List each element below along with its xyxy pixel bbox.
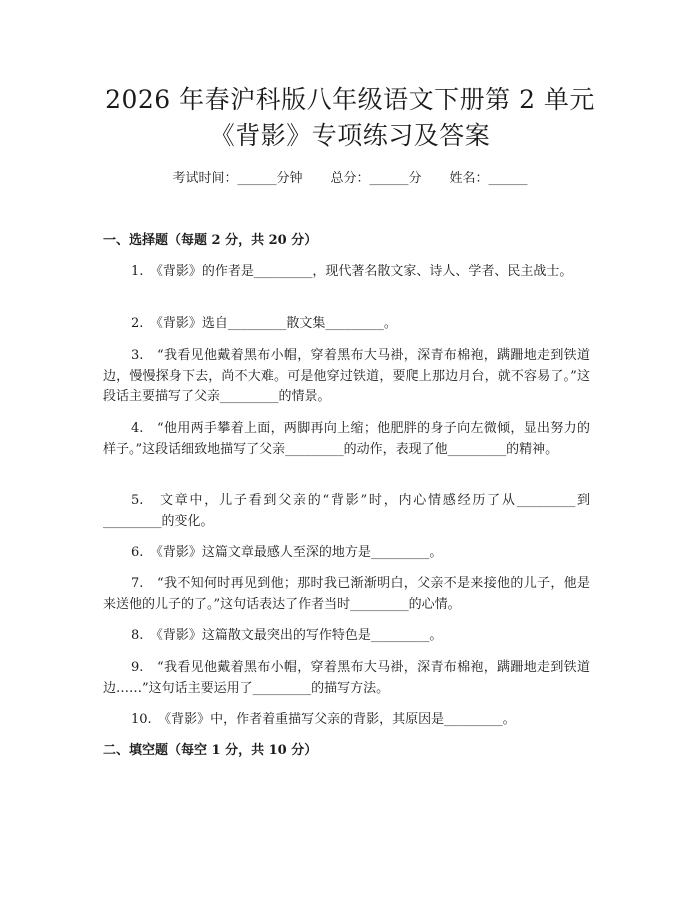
exam-time-field: 考试时间：______分钟 [172,171,303,186]
name-field: 姓名：______ [449,171,528,186]
section-heading-choice: 一、选择题（每题 2 分，共 20 分） [103,233,318,248]
question-10: 10. 《背影》中，作者着重描写父亲的背影，其原因是_________。 [131,712,516,727]
question-4: 4. “他用两手攀着上面，两脚再向上缩；他肥胖的身子向左微倾，显出努力的样子。”这段话细致地描写了父亲_________的动作，表现了他_________的精神。 [103,421,590,457]
page-title-line-2: 《背影》专项练习及答案 [209,121,491,150]
question-3: 3. “我看见他戴着黑布小帽，穿着黑布大马褂，深青布棉袍，蹒跚地走到铁道边，慢慢探身下去，尚不大难。可是他穿过铁道，要爬上那边月台，就不容易了。”这段话主要描写了父亲_________的情景。 [103,348,590,404]
question-9: 9. “我看见他戴着黑布小帽，穿着黑布大马褂，深青布棉袍，蹒跚地走到铁道边……”这句话主要运用了_________的描写方法。 [103,660,590,696]
question-5: 5. 文章中，儿子看到父亲的“背影”时，内心情感经历了从_________到_________的变化。 [103,493,590,529]
exam-meta [0,170,700,188]
total-score-field: 总分：______分 [330,171,422,186]
question-6: 6. 《背影》这篇文章最感人至深的地方是_________。 [131,545,443,560]
page-title-line-1: 2026 年春沪科版八年级语文下册第 2 单元 [105,85,595,114]
question-7: 7. “我不知何时再见到他；那时我已渐渐明白，父亲不是来接他的儿子，他是来送他的儿子的了。”这句话表达了作者当时_________的心情。 [103,576,590,612]
question-1: 1. 《背影》的作者是_________，现代著名散文家、诗人、学者、民主战士。 [131,264,573,279]
question-8: 8. 《背影》这篇散文最突出的写作特色是_________。 [131,628,443,643]
section-heading-fill-in: 二、填空题（每空 1 分，共 10 分） [103,743,318,758]
question-2: 2. 《背影》选自_________散文集_________。 [131,316,397,331]
